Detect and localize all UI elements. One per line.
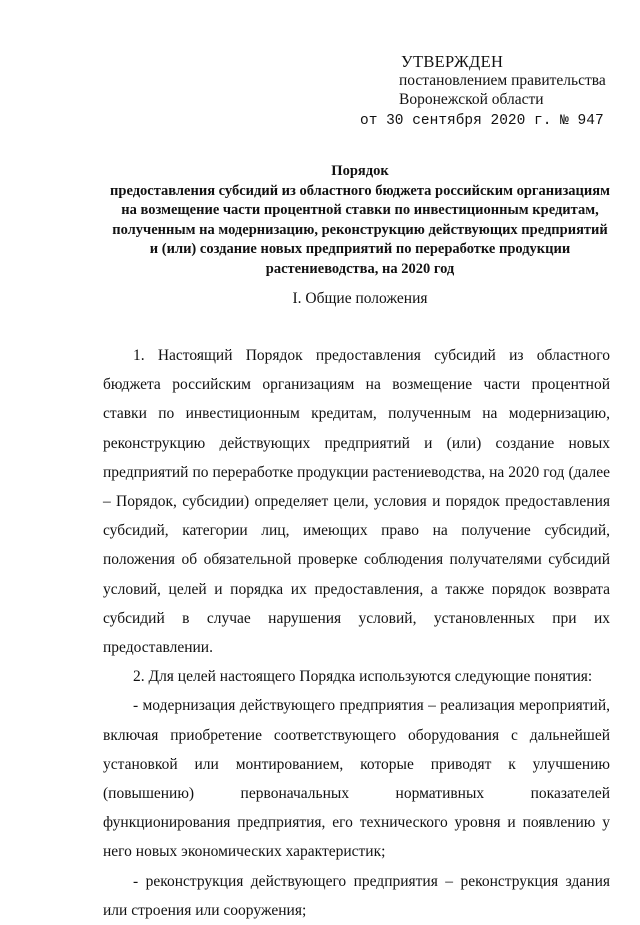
document-title <box>110 162 610 279</box>
title-body: предоставления субсидий из областного бюджета российским организациям на возмещение части процентной ставки по инвестиционным кредитам, полученным на модернизацию, реконструкцию действующих предприятий и (или) создание новых предприятий по переработке продукции растениеводства, на 2020 год <box>110 182 610 277</box>
approval-status: УТВЕРЖДЕН <box>401 52 504 71</box>
approval-line-2: Воронежской области <box>399 91 544 108</box>
approval-line-1: постановлением правительства <box>399 72 606 89</box>
paragraph-1: 1. Настоящий Порядок предоставления субсидий из областного бюджета российским организациям на возмещение части процентной ставки по инвестиционным кредитам, полученным на модернизацию, реконструкцию действующих предприятий и (или) создание новых предприятий по переработке продукции растениеводства, на 2020 год (далее – Порядок, субсидии) определяет цели, условия и порядок предоставления субсидий, категории лиц, имеющих право на получение субсидий, положения об обязательной проверке соблюдения получателями субсидий условий, целей и порядка их предоставления, а также порядок возврата субсидий в случае нарушения условий, установленных при их предоставлении. <box>103 347 610 657</box>
title-heading: Порядок <box>331 163 389 179</box>
document-body <box>103 341 610 925</box>
approval-date-number: от 30 сентября 2020 г. № 947 <box>360 113 604 129</box>
section-heading: I. Общие положения <box>292 290 428 307</box>
paragraph-2: 2. Для целей настоящего Порядка используются следующие понятия: <box>133 668 593 686</box>
definition-modernization: - модернизация действующего предприятия – реализация мероприятий, включая приобретение соответствующего оборудования с дальнейшей установкой или монтированием, которые приводят к улучшению (повышению) первоначальных нормативных показателей функционирования предприятия, его технического уровня и появлению у него новых экономических характеристик; <box>103 697 610 861</box>
definition-reconstruction: - реконструкция действующего предприятия – реконструкция здания или строения или сооружения; <box>103 872 610 919</box>
approval-stamp <box>360 52 606 129</box>
